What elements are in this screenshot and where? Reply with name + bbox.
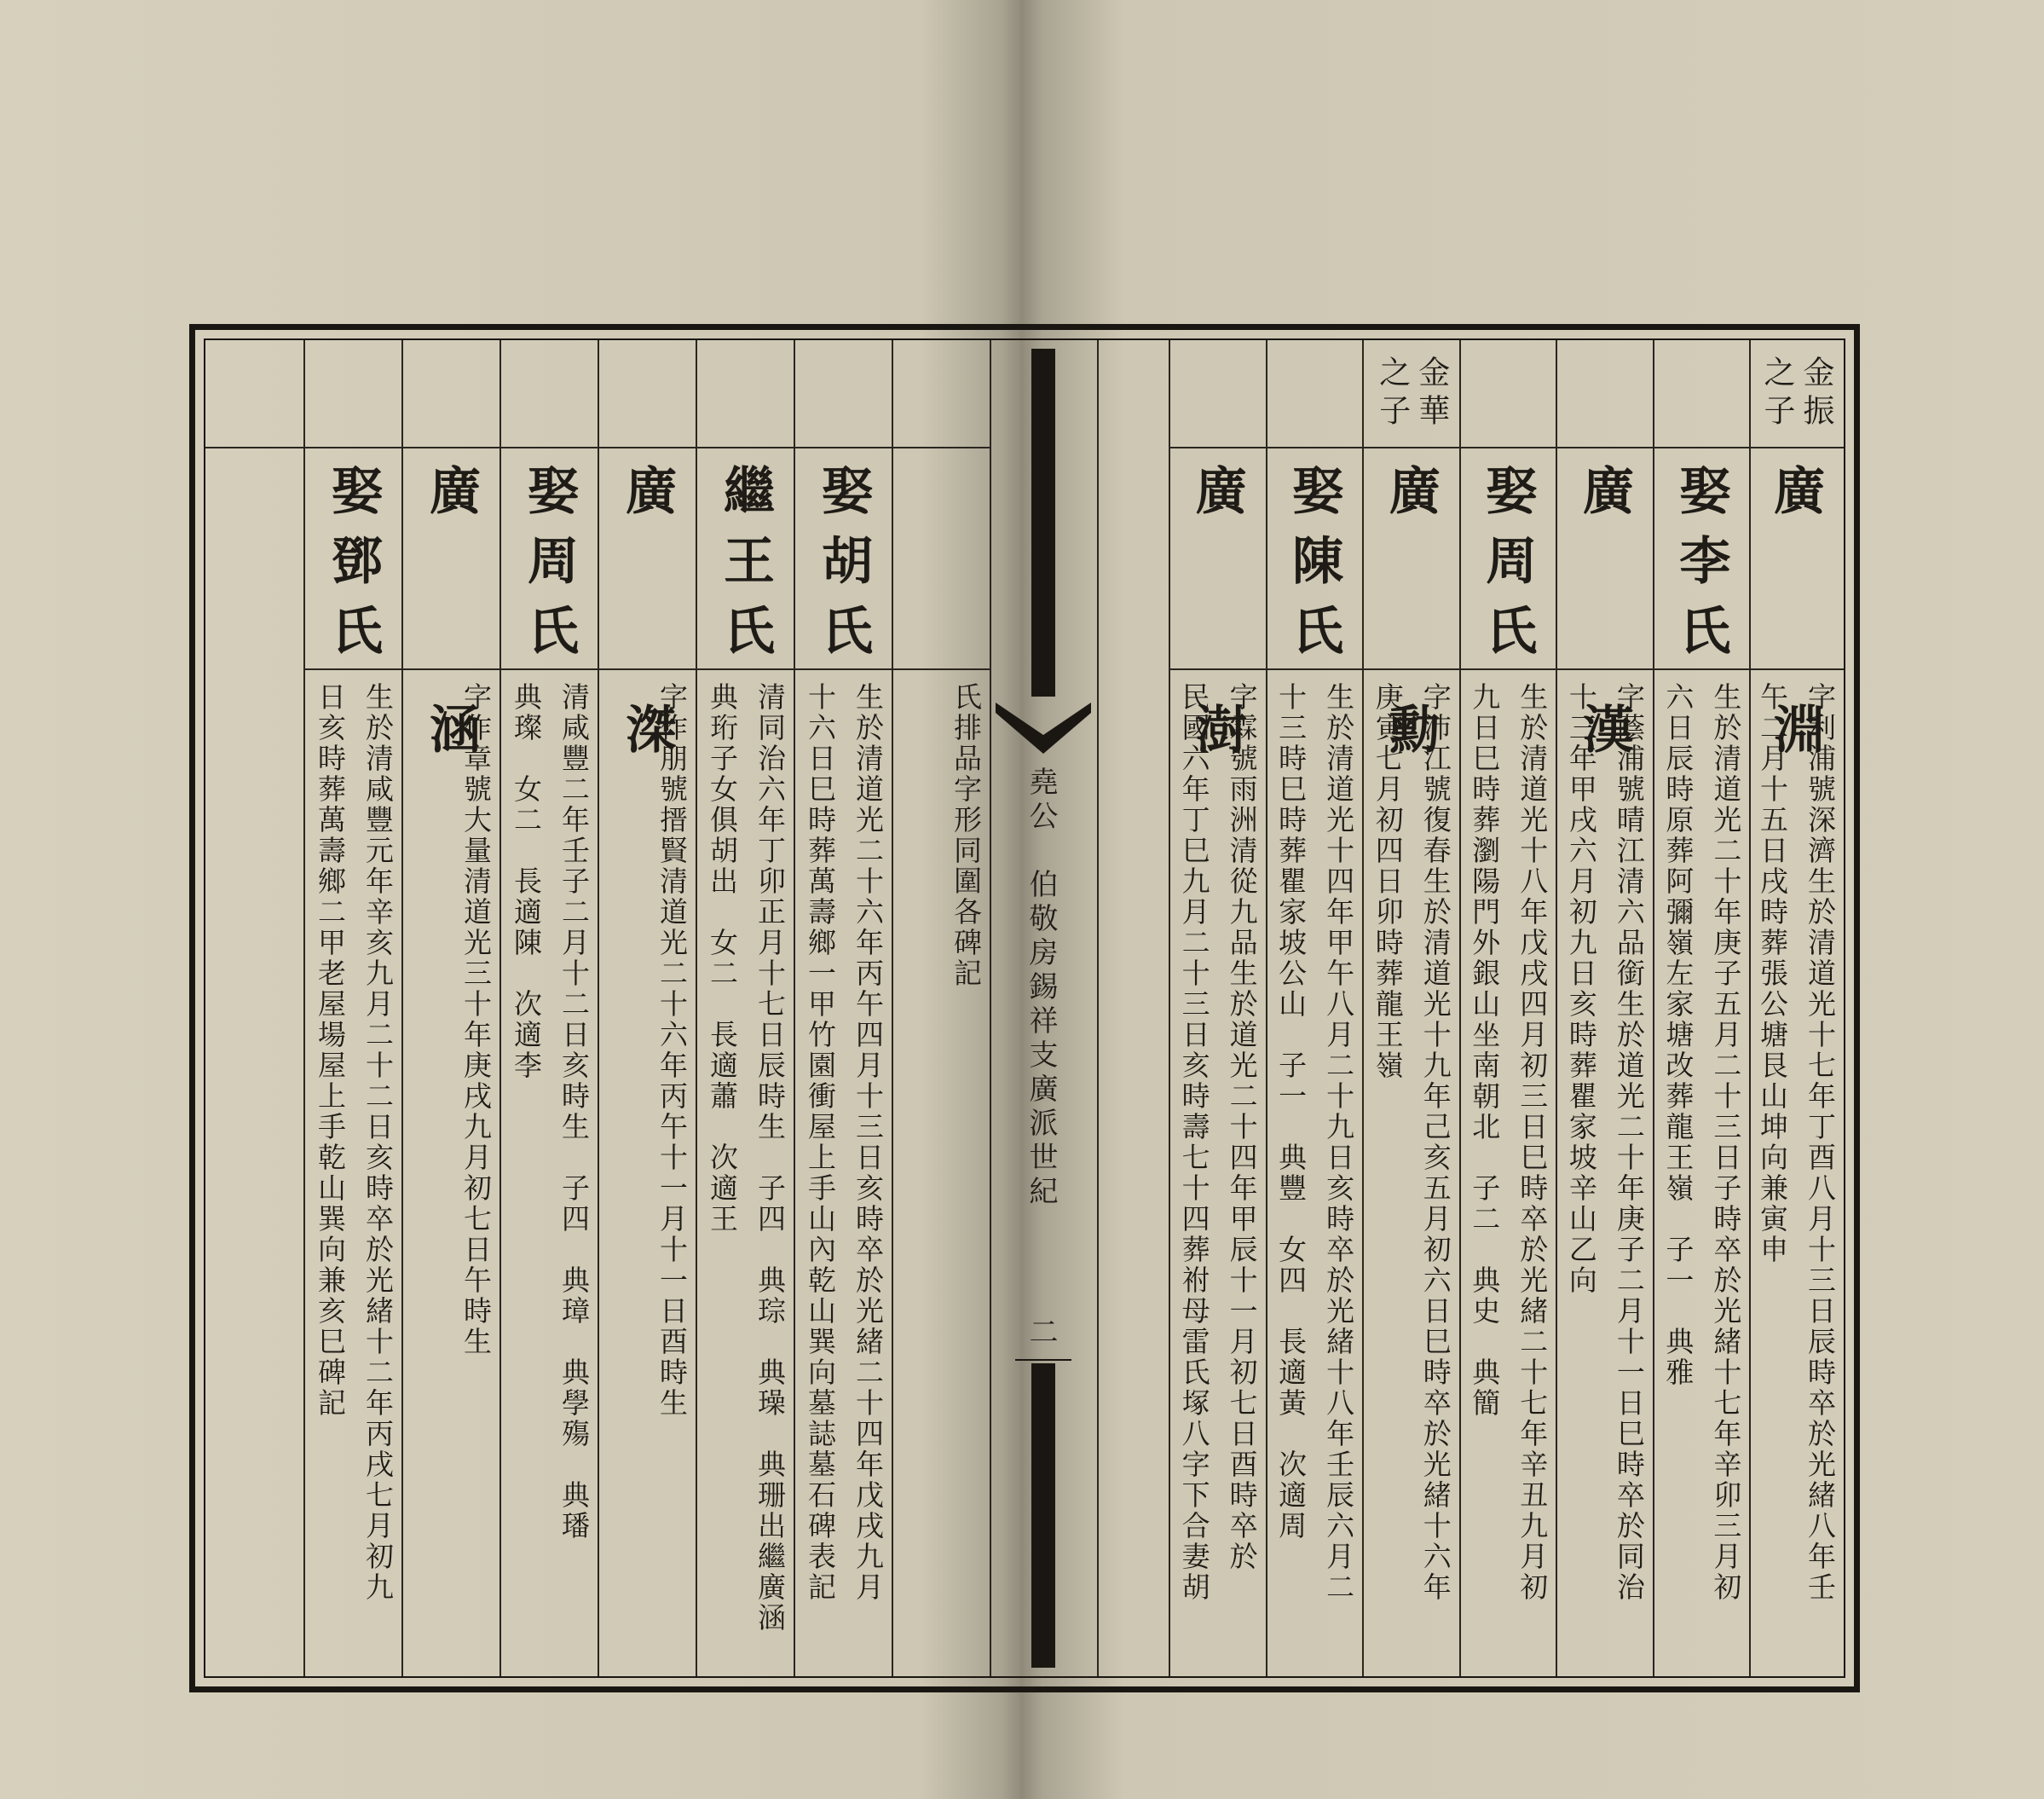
person-name: 娶陳氏 — [1284, 464, 1344, 674]
empty-column — [205, 340, 303, 1676]
entry-text: 字作章號大量清道光三十年庚戌九月初七日午時生 — [403, 668, 499, 1659]
volume-title: 堯公 伯敬房錫祥支廣派世紀 — [1024, 766, 1058, 1210]
entry-column — [303, 340, 401, 1676]
person-name: 廣 滐 — [617, 464, 677, 822]
person-name: 廣 勳 — [1380, 464, 1441, 822]
entry-column — [598, 340, 696, 1676]
column-header — [205, 340, 303, 448]
person-name: 娶胡氏 — [813, 464, 873, 674]
column-header — [1170, 340, 1266, 448]
column-header — [1557, 340, 1653, 448]
right-half-columns — [1169, 340, 1844, 1676]
center-fold-column — [990, 340, 1099, 1676]
entry-text: 清同治六年丁卯正月十七日辰時生 子四 典琮 典璪 典珊出繼廣涵 典珩子女俱胡出 女二 長適蕭 次適王 — [697, 668, 794, 1659]
entry-column — [1266, 340, 1363, 1676]
column-header — [1267, 340, 1363, 448]
parent-note: 金華之子 — [1373, 356, 1450, 432]
person-name: 娶周氏 — [519, 464, 579, 674]
entry-column — [1362, 340, 1459, 1676]
entry-text: 氏排品字形同圍各碑記 — [893, 668, 990, 1659]
column-header — [1461, 340, 1556, 448]
person-name: 廣 漢 — [1573, 464, 1634, 822]
column-header — [1751, 340, 1844, 448]
column-header — [1364, 340, 1459, 448]
person-name: 娶周氏 — [1477, 464, 1538, 674]
entry-column — [696, 340, 794, 1676]
page-number-rule — [1015, 1359, 1071, 1361]
column-header — [893, 340, 990, 448]
column-header — [697, 340, 794, 448]
parent-note: 金振之子 — [1758, 356, 1834, 432]
entry-text: 生於清道光二十年庚子五月二十三日子時卒於光緒十七年辛卯三月初 六日辰時原葬阿彌嶺左家塘改葬龍王嶺 子一 典雅 — [1654, 668, 1750, 1659]
person-name: 廣 淵 — [1765, 464, 1825, 822]
entry-column — [1169, 340, 1266, 1676]
person-name: 廣 涵 — [421, 464, 481, 822]
entry-column — [794, 340, 892, 1676]
entry-column — [401, 340, 499, 1676]
entry-text: 字霖號雨洲清從九品生於道光二十四年甲辰十一月初七日酉時卒於 民國六年丁巳九月二十三日亥時壽七十四葬祔母雷氏塚八字下合妻胡 — [1170, 668, 1266, 1659]
page-frame — [189, 324, 1860, 1692]
page-number: 二 — [1024, 1316, 1058, 1345]
entry-text: 生於清道光十八年戊戌四月初三日巳時卒於光緒二十七年辛丑九月初 九日巳時葬瀏陽門外銀山坐南朝北 子二 典史 典簡 — [1461, 668, 1556, 1659]
column-header — [599, 340, 696, 448]
entry-text: 生於清咸豐元年辛亥九月二十二日亥時卒於光緒十二年丙戌七月初九 日亥時葬萬壽鄉二甲老屋場屋上手乾山巽向兼亥巳碑記 — [305, 668, 401, 1659]
entry-column — [1653, 340, 1750, 1676]
left-half-columns — [205, 340, 990, 1676]
entry-text: 字利浦號深濟生於清道光十七年丁酉八月十三日辰時卒於光緒八年壬 午二月十五日戌時葬張公塘艮山坤向兼寅申 — [1751, 668, 1844, 1659]
entry-text: 生於清道光二十六年丙午四月十三日亥時卒於光緒二十四年戊戌九月 十六日巳時葬萬壽鄉一甲竹園衝屋上手山內乾山巽向墓誌墓石碑表記 — [795, 668, 892, 1659]
person-name: 娶鄧氏 — [323, 464, 383, 674]
column-header — [403, 340, 499, 448]
entry-text: 字沛江號復春生於清道光十九年己亥五月初六日巳時卒於光緒十六年 庚寅七月初四日卯時葬龍王嶺 — [1364, 668, 1459, 1659]
entry-text: 生於清道光十四年甲午八月二十九日亥時卒於光緒十八年壬辰六月二 十三時巳時葬瞿家坡公山 子一 典豐 女四 長適黃 次適周 — [1267, 668, 1363, 1659]
column-header — [305, 340, 401, 448]
entry-column — [1556, 340, 1653, 1676]
fish-tail-mark-icon — [996, 703, 1091, 754]
frame-inner — [204, 338, 1845, 1678]
column-header — [1654, 340, 1750, 448]
entry-text: 清咸豐二年壬子二月十二日亥時生 子四 典璋 典學殤 典璠 典璨 女二 長適陳 次適李 — [501, 668, 598, 1659]
fold-bar-bottom — [1031, 1363, 1055, 1668]
entry-column — [499, 340, 598, 1676]
entry-column — [1459, 340, 1556, 1676]
column-header — [501, 340, 598, 448]
person-name: 繼王氏 — [715, 464, 775, 674]
person-name: 娶李氏 — [1671, 464, 1731, 674]
fold-bar-top — [1031, 349, 1055, 697]
entry-column — [1749, 340, 1844, 1676]
column-header — [795, 340, 892, 448]
entry-text: 字作朋號搢賢清道光二十六年丙午十一月十一日酉時生 — [599, 668, 696, 1659]
person-name: 廣 澍 — [1187, 464, 1247, 822]
entry-column — [892, 340, 990, 1676]
entry-text: 字蔭浦號晴江清六品銜生於道光二十年庚子二月十一日巳時卒於同治 十三年甲戌六月初九日亥時葬瞿家坡辛山乙向 — [1557, 668, 1653, 1659]
